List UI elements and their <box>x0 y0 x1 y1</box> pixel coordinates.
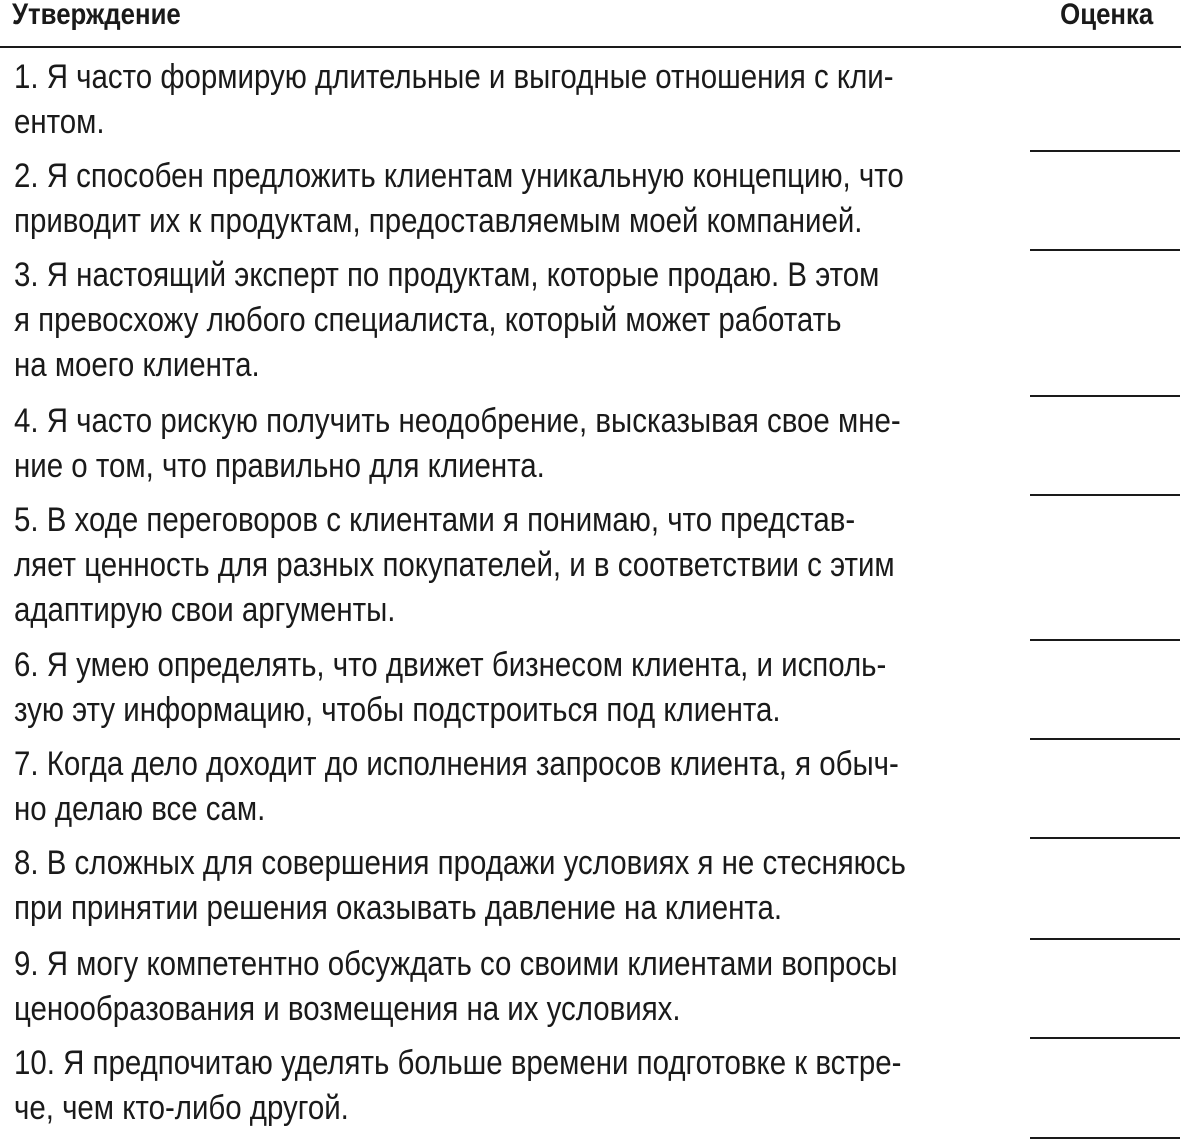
statement-line: но делаю все сам. <box>14 790 266 828</box>
statement-text-3 <box>14 253 1010 388</box>
statement-line: че, чем кто-либо другой. <box>14 1089 349 1127</box>
statement-row-10 <box>0 1041 1181 1141</box>
statement-line: 2. Я способен предложить клиентам уникальную концепцию, что <box>14 157 904 195</box>
statement-line: 7. Когда дело доходит до исполнения запросов клиента, я обыч- <box>14 745 899 783</box>
score-blank-2[interactable] <box>1030 249 1180 251</box>
statement-row-4 <box>0 399 1181 498</box>
statement-line: при принятии решения оказывать давление на клиента. <box>14 889 783 927</box>
statement-text-10 <box>14 1041 1010 1131</box>
statement-row-5 <box>0 498 1181 643</box>
score-blank-8[interactable] <box>1030 938 1180 940</box>
statement-text-9 <box>14 942 1010 1032</box>
statement-line: 10. Я предпочитаю уделять больше времени подготовке к встре- <box>14 1044 902 1082</box>
statement-line: 6. Я умею определять, что движет бизнесом клиента, и исполь- <box>14 646 887 684</box>
statement-line: 4. Я часто рискую получить неодобрение, высказывая свое мне- <box>14 402 901 440</box>
score-blank-9[interactable] <box>1030 1037 1180 1039</box>
score-blank-7[interactable] <box>1030 837 1180 839</box>
table-header <box>0 0 1181 48</box>
statement-line: 8. В сложных для совершения продажи условиях я не стесняюсь <box>14 844 906 882</box>
statement-line: ентом. <box>14 103 105 141</box>
statement-line: 3. Я настоящий эксперт по продуктам, которые продаю. В этом <box>14 256 880 294</box>
statement-line: приводит их к продуктам, предоставляемым моей компанией. <box>14 202 863 240</box>
statement-row-9 <box>0 942 1181 1041</box>
statement-line: на моего клиента. <box>14 346 260 384</box>
statement-line: ляет ценность для разных покупателей, и в соответствии с этим <box>14 546 895 584</box>
statement-line: 5. В ходе переговоров с клиентами я понимаю, что представ- <box>14 501 856 539</box>
statement-line: я превосхожу любого специалиста, который может работать <box>14 301 842 339</box>
statement-row-1 <box>0 55 1181 154</box>
statement-row-6 <box>0 643 1181 742</box>
score-blank-4[interactable] <box>1030 494 1180 496</box>
statement-text-8 <box>14 841 1010 931</box>
score-blank-1[interactable] <box>1030 150 1180 152</box>
statement-line: адаптирую свои аргументы. <box>14 591 396 629</box>
statement-line: зую эту информацию, чтобы подстроиться под клиента. <box>14 691 781 729</box>
statement-text-1 <box>14 55 1010 145</box>
score-column-header: Оценка <box>1059 0 1153 31</box>
statement-column-header: Утверждение <box>12 0 181 31</box>
statement-line: ценообразования и возмещения на их условиях. <box>14 990 681 1028</box>
score-blank-5[interactable] <box>1030 639 1180 641</box>
statement-text-2 <box>14 154 1010 244</box>
statement-text-7 <box>14 742 1010 832</box>
score-blank-3[interactable] <box>1030 395 1180 397</box>
statement-text-5 <box>14 498 1010 633</box>
statement-text-6 <box>14 643 1010 733</box>
statement-text-4 <box>14 399 1010 489</box>
score-blank-6[interactable] <box>1030 738 1180 740</box>
statement-row-8 <box>0 841 1181 942</box>
statement-list <box>0 55 1181 1141</box>
statement-line: 1. Я часто формирую длительные и выгодные отношения с кли- <box>14 58 894 96</box>
statement-row-3 <box>0 253 1181 399</box>
statement-row-2 <box>0 154 1181 253</box>
statement-line: 9. Я могу компетентно обсуждать со своими клиентами вопросы <box>14 945 898 983</box>
statement-line: ние о том, что правильно для клиента. <box>14 447 545 485</box>
statement-row-7 <box>0 742 1181 841</box>
